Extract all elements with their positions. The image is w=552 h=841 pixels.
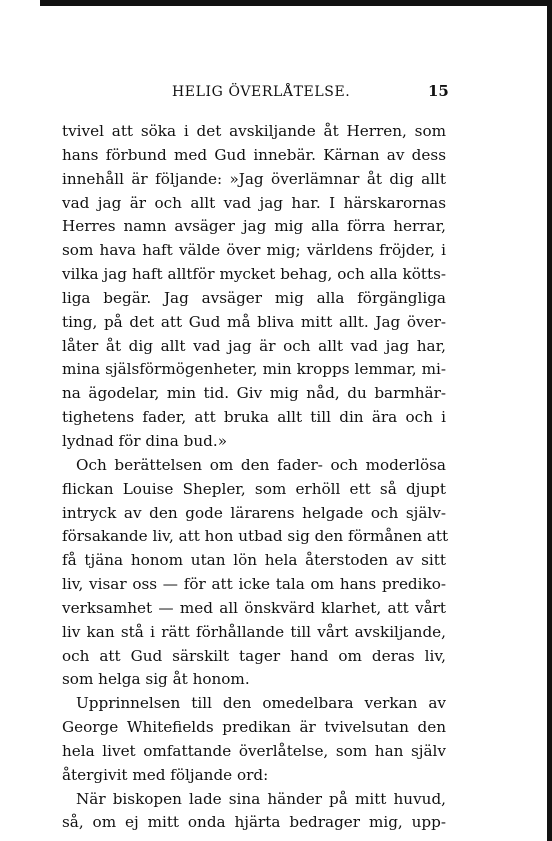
paragraph-4 [62,788,446,836]
text-line: liv, visar oss — för att icke tala om hans prediko- [62,575,446,594]
text-line: få tjäna honom utan lön hela återstoden av sitt [62,551,446,570]
text-line: hans förbund med Gud innebär. Kärnan av dess [62,145,446,164]
text-line: återgivit med följande ord: [62,765,269,784]
text-line: försakande liv, att hon utbad sig den förmånen att [62,527,449,546]
running-head [0,84,552,110]
text-line: flickan Louise Shepler, som erhöll ett så djupt [62,479,446,498]
text-line: som hava haft välde över mig; världens fröjder, i [62,241,446,260]
text-line: Och berättelsen om den fader- och moderlösa [76,455,446,474]
text-line: verksamhet — med all önskvärd klarhet, att vårt [62,598,446,617]
running-title: HELIG ÖVERLÅTELSE. [172,84,351,100]
text-line: innehåll är följande: »Jag överlämnar åt dig allt [62,169,446,188]
paragraph-3 [62,692,446,787]
text-line: na ägodelar, min tid. Giv mig nåd, du barmhär- [62,384,446,403]
text-line: liga begär. Jag avsäger mig alla förgängliga [62,288,446,307]
text-line: Herres namn avsäger jag mig alla förra herrar, [62,217,446,236]
text-line: mina själsförmögenheter, min kropps lemmar, mi- [62,360,446,379]
text-line: tvivel att söka i det avskiljande åt Herren, som [62,122,446,140]
text-line: hela livet omfattande överlåtelse, som han själv [62,741,446,760]
text-line: så, om ej mitt onda hjärta bedrager mig, upp- [62,813,446,832]
text-line: lydnad för dina bud.» [62,431,227,450]
body-text [62,120,449,835]
text-line: liv kan stå i rätt förhållande till vårt avskiljande, [62,622,446,641]
paragraph-1 [62,120,446,454]
scan-edge-right [547,0,552,841]
scan-edge-top [40,0,552,6]
text-line: som helga sig åt honom. [62,670,250,689]
text-line: När biskopen lade sina händer på mitt huvud, [76,789,446,808]
text-line: vilka jag haft alltför mycket behag, och alla kötts- [62,265,446,284]
text-line: och att Gud särskilt tager hand om deras liv, [62,646,446,665]
page-number: 15 [428,82,449,100]
text-line: George Whitefields predikan är tvivelsutan den [62,718,446,737]
text-line: intryck av den gode lärarens helgade och själv- [62,503,446,522]
paragraph-2 [62,454,449,692]
text-line: låter åt dig allt vad jag är och allt vad jag har, [62,336,446,355]
text-line: ting, på det att Gud må bliva mitt allt. Jag över- [62,312,446,331]
text-line: Upprinnelsen till den omedelbara verkan av [76,694,446,713]
text-line: tighetens fader, att bruka allt till din ära och i [62,408,446,427]
text-line: vad jag är och allt vad jag har. I härskarornas [62,193,446,212]
